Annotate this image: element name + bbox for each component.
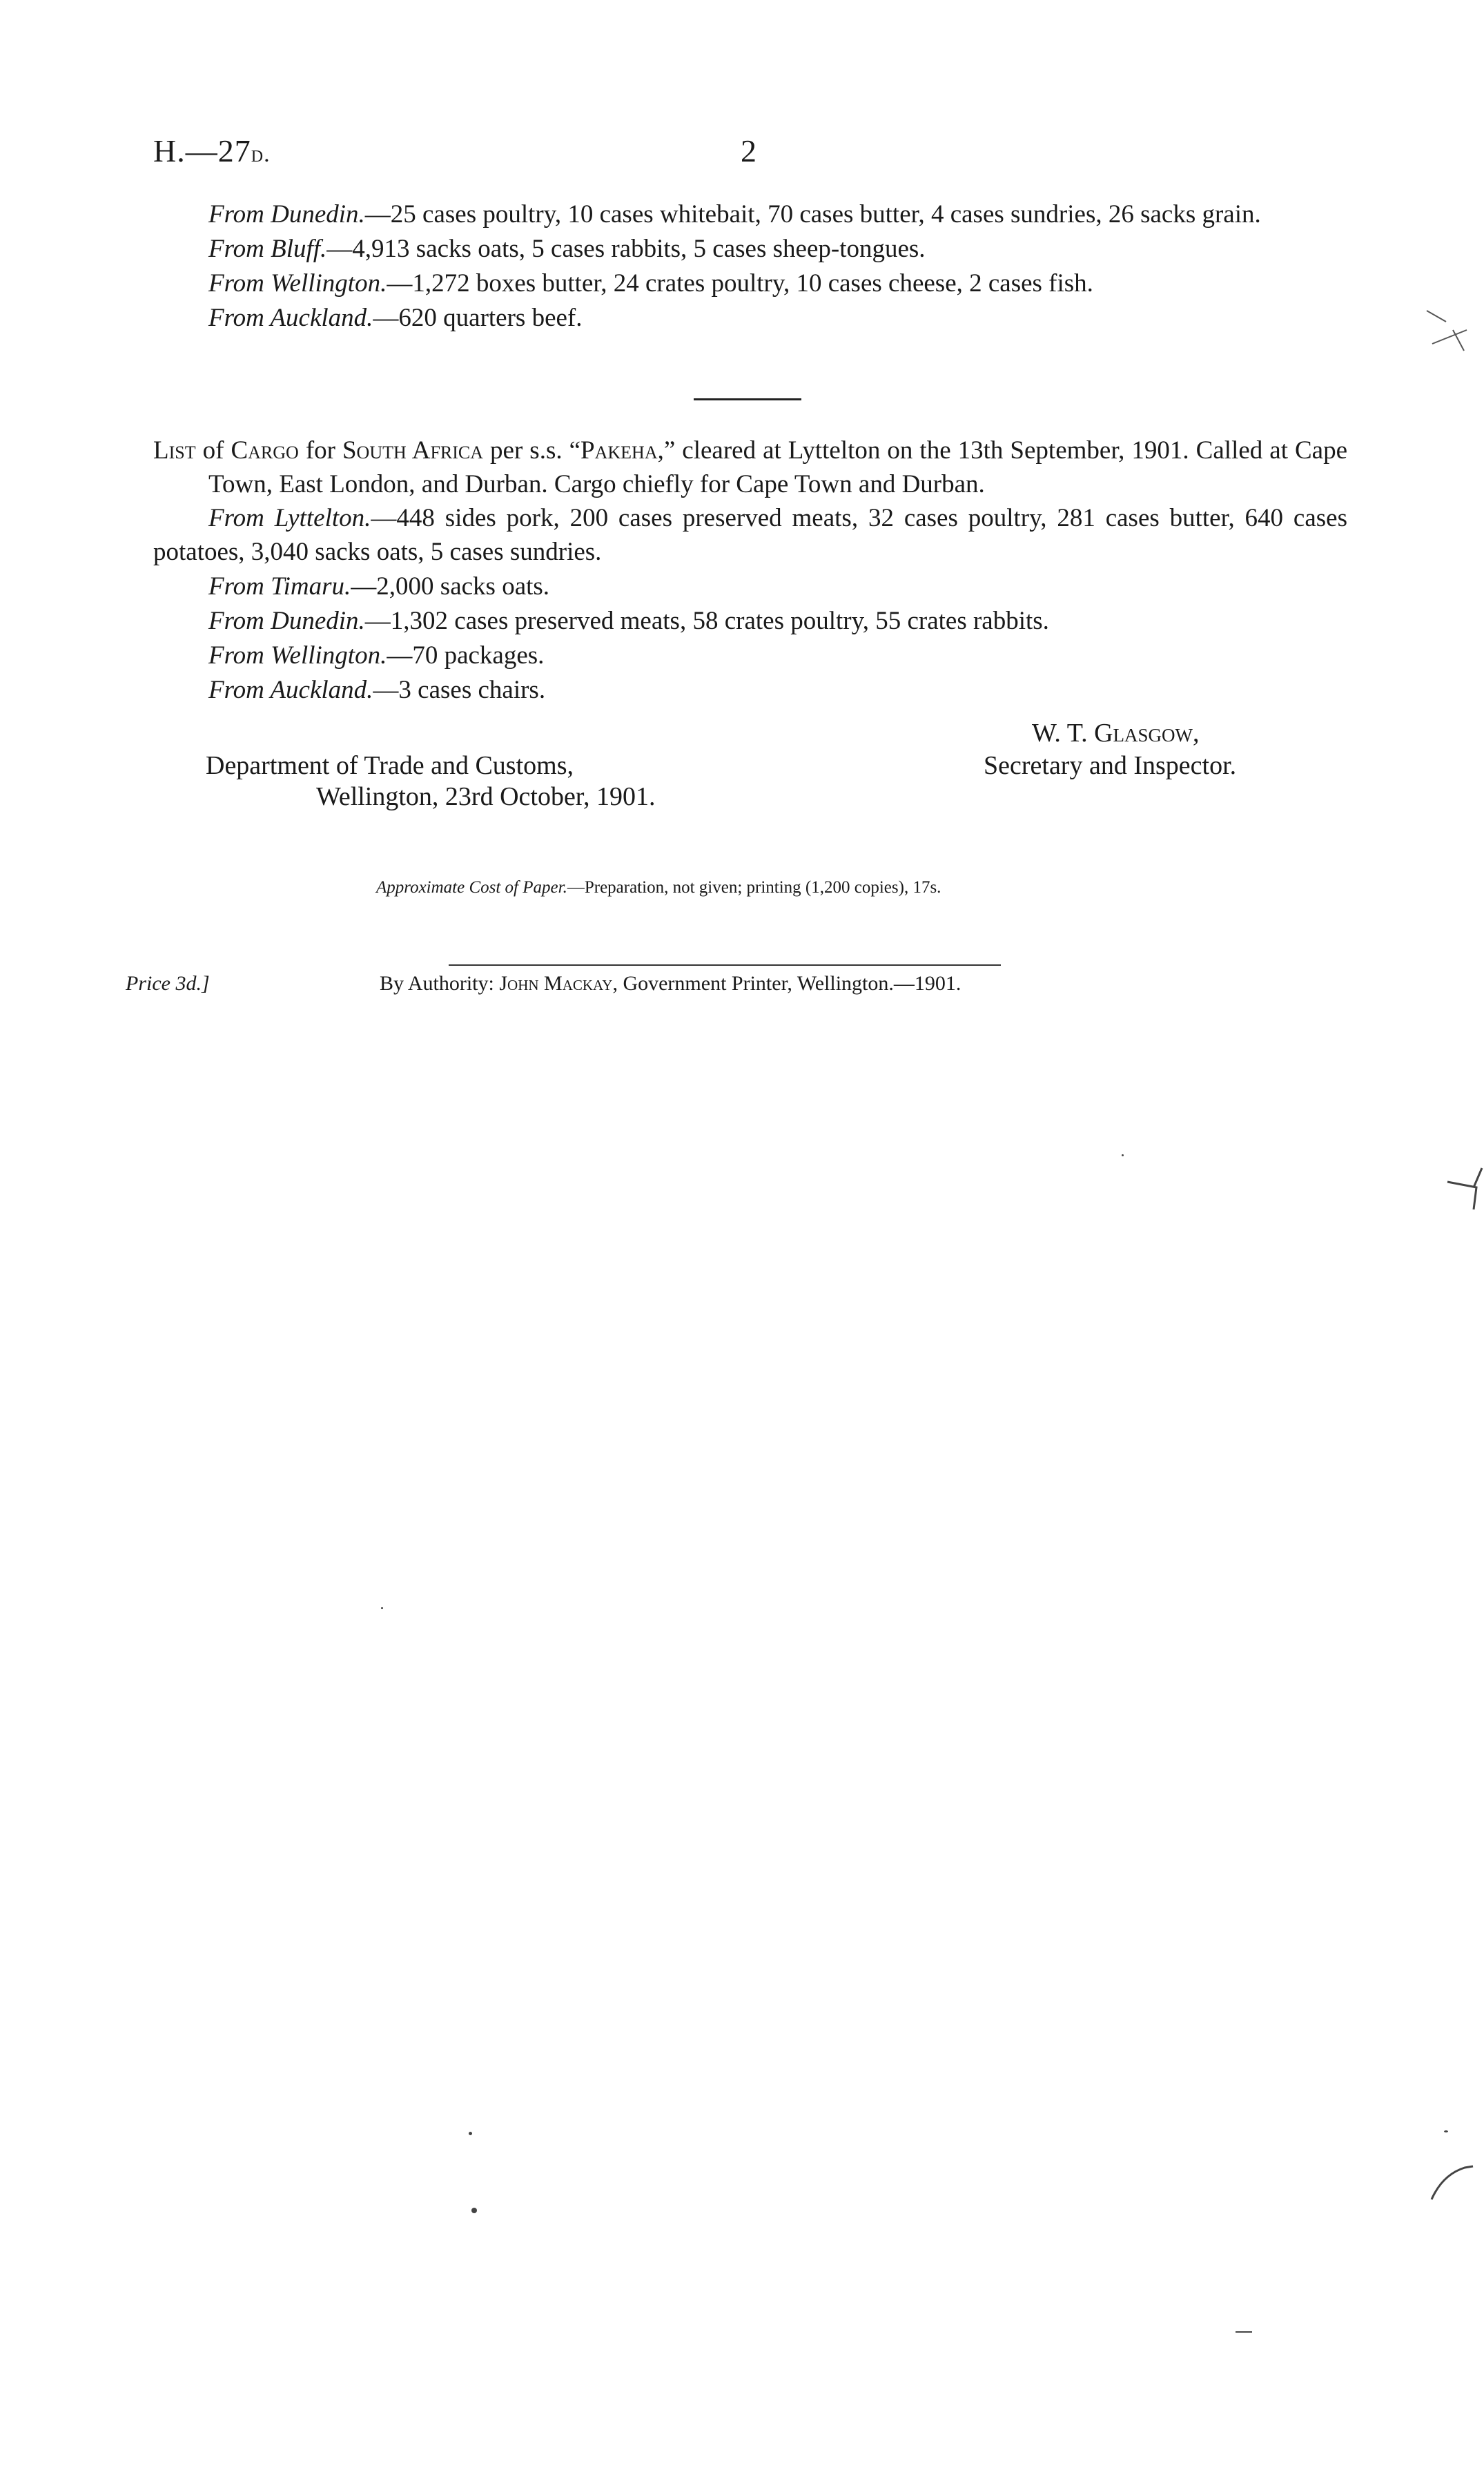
page-number: 2 bbox=[741, 133, 756, 168]
scan-speck bbox=[381, 1607, 383, 1609]
signatory-name bbox=[1032, 718, 1200, 748]
signatory-initials: W. T. bbox=[1032, 719, 1095, 748]
scan-speck bbox=[1122, 1154, 1124, 1156]
cargo-port: From Auckland. bbox=[208, 304, 373, 332]
scan-speck bbox=[1236, 2331, 1252, 2333]
cargo-port: From Auckland. bbox=[208, 676, 373, 704]
scan-mark-icon bbox=[1425, 309, 1474, 358]
cargo-port: From Wellington. bbox=[208, 641, 387, 670]
signatory-surname: Glasgow, bbox=[1094, 719, 1200, 748]
doc-ref-suffix: d. bbox=[251, 142, 271, 167]
title-destination: South Africa bbox=[342, 436, 484, 465]
footer-rule bbox=[449, 964, 1001, 966]
printer-prefix: By Authority: bbox=[380, 972, 500, 995]
cargo-items: —4,913 sacks oats, 5 cases rabbits, 5 cases sheep-tongues. bbox=[326, 235, 926, 263]
previous-cargo-list bbox=[153, 197, 1347, 335]
place-date: Wellington, 23rd October, 1901. bbox=[316, 782, 656, 811]
cargo-entry bbox=[153, 570, 1347, 603]
cargo-entry bbox=[153, 301, 1347, 335]
printer-imprint bbox=[380, 972, 961, 995]
cargo-entry bbox=[153, 604, 1347, 638]
cargo-items: —1,272 boxes butter, 24 crates poultry, 10 cases cheese, 2 cases fish. bbox=[387, 269, 1093, 298]
cost-label: Approximate Cost of Paper. bbox=[376, 878, 567, 897]
cargo-port: From Bluff. bbox=[208, 235, 327, 263]
cargo-entry bbox=[153, 673, 1347, 707]
cargo-items: —70 packages. bbox=[387, 641, 545, 670]
signatory-title: Secretary and Inspector. bbox=[984, 751, 1237, 780]
ship-name: Pakeha bbox=[580, 436, 658, 465]
pakeha-cargo-list bbox=[153, 434, 1347, 707]
department: Department of Trade and Customs, bbox=[206, 751, 574, 780]
cargo-items: —3 cases chairs. bbox=[373, 676, 546, 704]
scan-speck bbox=[1444, 2130, 1448, 2132]
doc-ref-main: H.—27 bbox=[153, 133, 251, 168]
cargo-port: From Lyttelton. bbox=[208, 504, 371, 532]
cargo-port: From Timaru. bbox=[208, 572, 351, 601]
title-for: for bbox=[298, 436, 342, 465]
section-divider bbox=[694, 398, 801, 400]
cargo-entry bbox=[153, 639, 1347, 672]
cargo-port: From Dunedin. bbox=[208, 200, 365, 229]
title-list: List bbox=[153, 436, 196, 465]
document-reference bbox=[153, 133, 271, 169]
cargo-port: From Wellington. bbox=[208, 269, 387, 298]
scan-speck bbox=[471, 2208, 477, 2213]
price: Price 3d.] bbox=[126, 972, 210, 995]
list-title bbox=[153, 434, 1347, 501]
cargo-entry bbox=[153, 197, 1347, 231]
cargo-items: —448 sides pork, 200 cases preserved meats, 32 cases poultry, 281 cases butter, 640 cases potatoes, 3,040 sacks oats, 5 cases sundries. bbox=[153, 504, 1347, 566]
printer-suffix: , Government Printer, Wellington.—1901. bbox=[612, 972, 961, 995]
cost-of-paper bbox=[376, 878, 941, 897]
cargo-items: —25 cases poultry, 10 cases whitebait, 70 cases butter, 4 cases sundries, 26 sacks grain. bbox=[364, 200, 1261, 229]
scan-mark-icon bbox=[1429, 2161, 1477, 2202]
title-cargo: Cargo bbox=[231, 436, 299, 465]
cargo-port: From Dunedin. bbox=[208, 607, 365, 635]
title-rest: ,” cleared at Lyttelton on the 13th September, 1901. Called at Cape Town, East London, and Durban. Cargo chiefly for Cape Town and Durban. bbox=[208, 436, 1348, 498]
title-per: per s.s. “ bbox=[483, 436, 581, 465]
scan-mark-icon bbox=[1446, 1167, 1484, 1215]
cost-text: —Preparation, not given; printing (1,200 copies), 17s. bbox=[567, 878, 941, 897]
cargo-items: —620 quarters beef. bbox=[373, 304, 583, 332]
title-of: of bbox=[195, 436, 231, 465]
cargo-entry bbox=[153, 266, 1347, 300]
cargo-items: —1,302 cases preserved meats, 58 crates poultry, 55 crates rabbits. bbox=[364, 607, 1049, 635]
printer-name: John Mackay bbox=[499, 972, 613, 995]
cargo-entry bbox=[153, 501, 1347, 569]
cargo-items: —2,000 sacks oats. bbox=[351, 572, 550, 601]
cargo-entry bbox=[153, 232, 1347, 266]
scan-speck bbox=[469, 2132, 472, 2135]
